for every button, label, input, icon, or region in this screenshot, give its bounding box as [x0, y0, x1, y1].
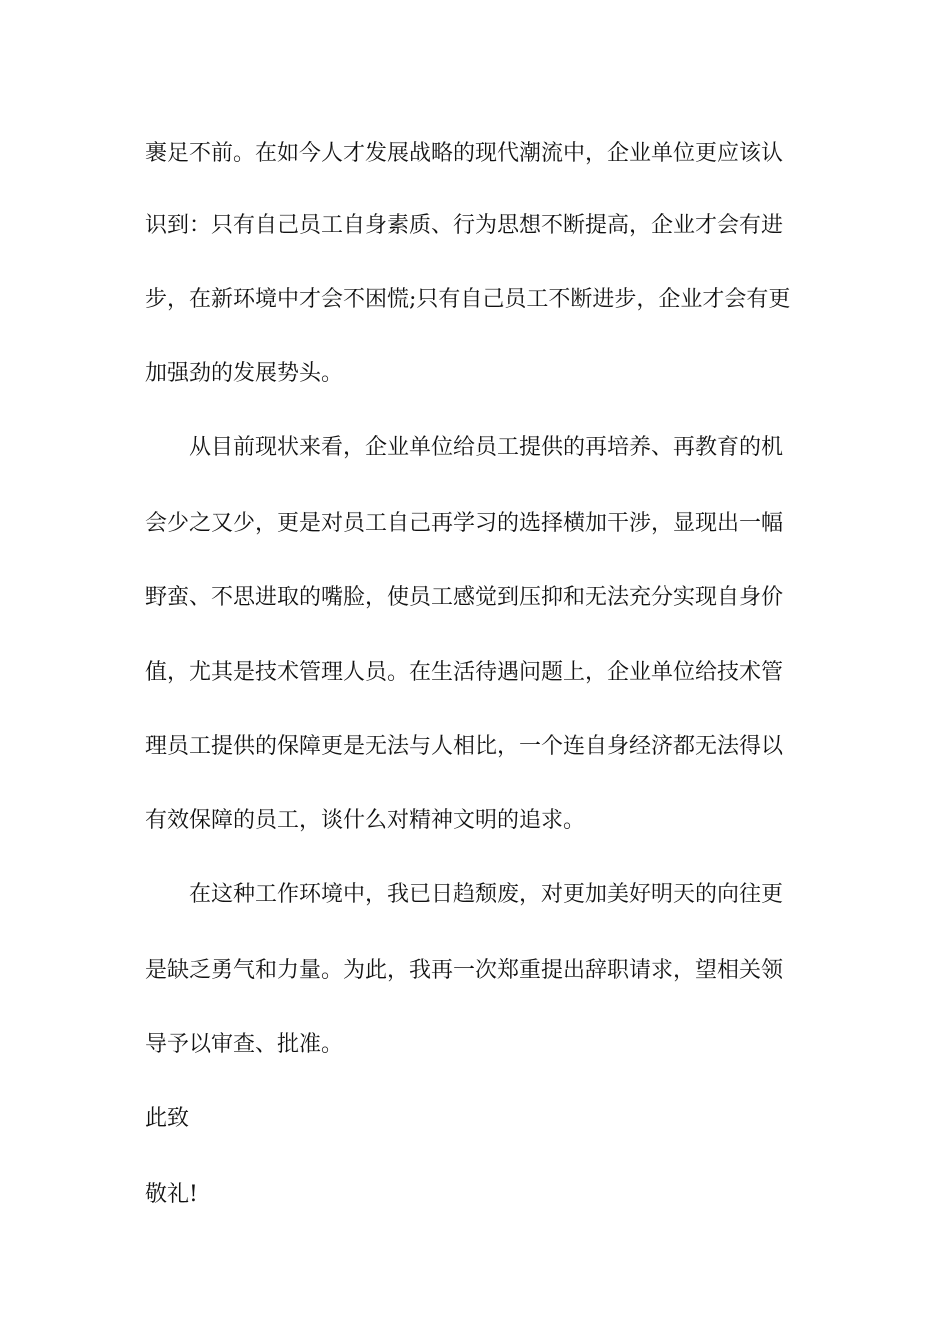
- text-line: 识到：只有自己员工自身素质、行为思想不断提高，企业才会有进: [145, 213, 784, 238]
- text-line: 步，在新环境中才会不困慌;只有自己员工不断进步，企业才会有更: [145, 287, 791, 312]
- text-line: 导予以审查、批准。: [145, 1032, 344, 1057]
- text-line: 理员工提供的保障更是无法与人相比，一个连自身经济都无法得以: [145, 734, 784, 759]
- text-line: 会少之又少，更是对员工自己再学习的选择横加干涉，显现出一幅: [145, 511, 784, 536]
- text-line: 裹足不前。在如今人才发展战略的现代潮流中，企业单位更应该认: [145, 141, 784, 166]
- text-line: 加强劲的发展势头。: [145, 361, 344, 386]
- text-line: 是缺乏勇气和力量。为此，我再一次郑重提出辞职请求，望相关领: [145, 958, 784, 983]
- text-line: 值，尤其是技术管理人员。在生活待遇问题上，企业单位给技术管: [145, 660, 784, 685]
- text-line: 有效保障的员工，谈什么对精神文明的追求。: [145, 808, 586, 833]
- text-line: 野蛮、不思进取的嘴脸，使员工感觉到压抑和无法充分实现自身价: [145, 585, 784, 610]
- text-line: 在这种工作环境中，我已日趋颓废，对更加美好明天的向往更: [189, 882, 784, 907]
- closing-regards: 敬礼!: [145, 1182, 198, 1207]
- closing-salutation: 此致: [145, 1106, 190, 1131]
- text-line: 从目前现状来看，企业单位给员工提供的再培养、再教育的机: [189, 435, 784, 460]
